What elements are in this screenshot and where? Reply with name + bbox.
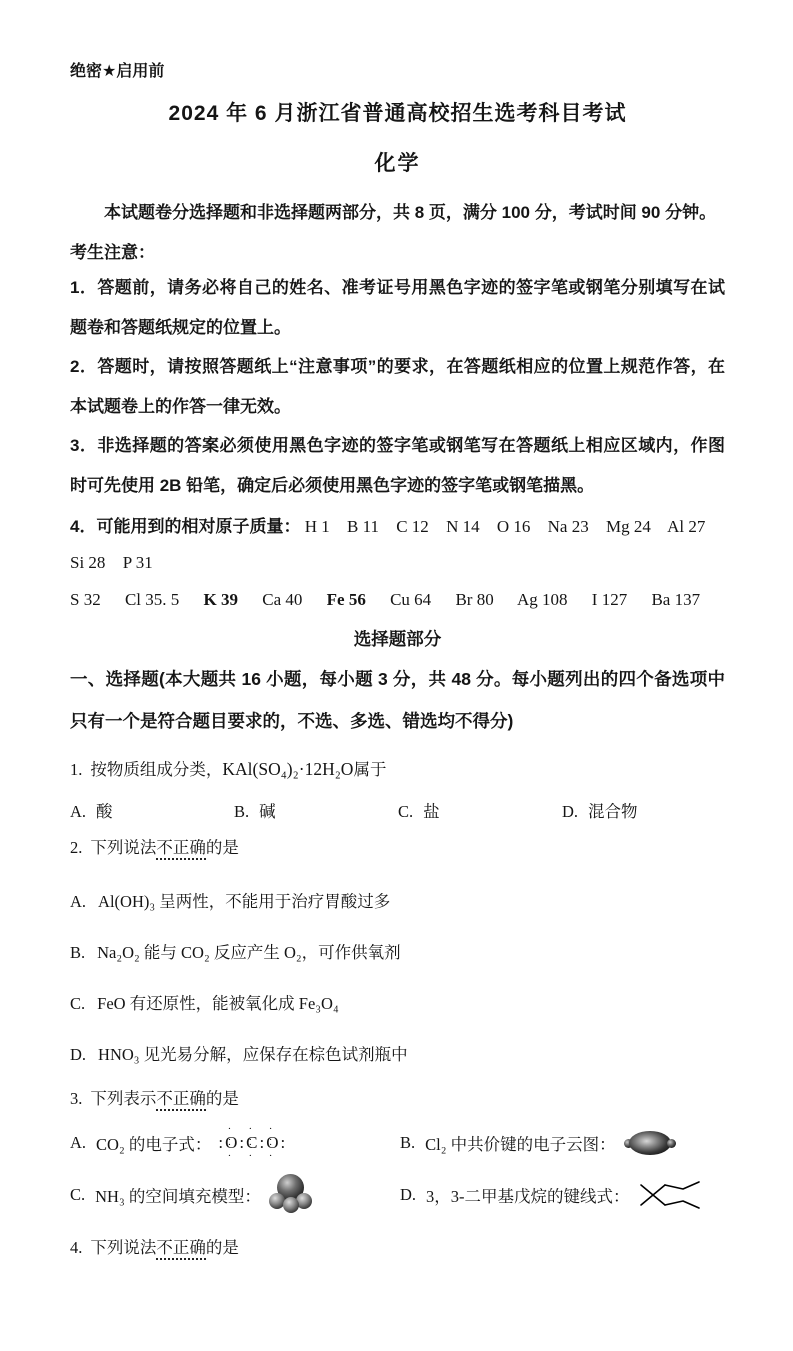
stem-text: 的是 bbox=[205, 1237, 239, 1257]
notice-1: 1．答题前，请务必将自己的姓名、准考证号用黑色字迹的签字笔或钢笔分别填写在试题卷和答题纸规定的位置上。 bbox=[70, 278, 725, 337]
atomic-mass-token: Cl 35. 5 bbox=[124, 590, 180, 610]
question-number: 2. bbox=[70, 838, 83, 858]
option-b bbox=[70, 939, 725, 963]
classified-banner: 绝密★启用前 bbox=[70, 63, 165, 80]
chemical-formula: KAl(SO₄)₂·12H₂O bbox=[222, 758, 354, 779]
option-c bbox=[70, 990, 725, 1014]
option-a bbox=[70, 1131, 400, 1155]
option-label: A. bbox=[70, 802, 87, 822]
option-d bbox=[400, 1177, 702, 1213]
question-2-stem bbox=[70, 836, 725, 861]
atomic-mass-token: P 31 bbox=[122, 552, 153, 572]
lewis-structure-graphic bbox=[217, 1133, 286, 1153]
option-label: D. bbox=[70, 1045, 87, 1065]
electron-cloud-graphic bbox=[624, 1130, 676, 1156]
option-c bbox=[70, 1174, 400, 1216]
option-d bbox=[562, 798, 638, 822]
atomic-mass-token: Mg 24 bbox=[605, 517, 651, 537]
stem-text: 下列说法 bbox=[90, 838, 157, 858]
atomic-mass-token: Br 80 bbox=[455, 590, 494, 610]
atomic-mass-token: Ag 108 bbox=[517, 590, 568, 610]
exam-intro: 本试题卷分选择题和非选择题两部分，共 8 页，满分 100 分，考试时间 90 分钟。 bbox=[104, 203, 717, 222]
question-number: 1. bbox=[70, 759, 83, 779]
atomic-mass-token: Na 23 bbox=[547, 517, 589, 537]
atomic-mass-token: Ba 137 bbox=[651, 590, 701, 610]
atomic-mass-token: I 127 bbox=[591, 590, 628, 610]
electron-cloud-ellipse bbox=[629, 1131, 671, 1155]
atomic-mass-token: Fe 56 bbox=[326, 590, 366, 610]
lewis-atom: · · O · · bbox=[265, 1133, 279, 1153]
hydrogen-sphere bbox=[283, 1197, 299, 1213]
question-1-stem bbox=[70, 756, 725, 783]
lewis-colon: : bbox=[280, 1132, 286, 1152]
option-label: D. bbox=[562, 802, 579, 822]
option-label: C. bbox=[70, 1184, 86, 1204]
option-b bbox=[234, 798, 398, 822]
notice-heading: 考生注意： bbox=[70, 242, 155, 262]
option-text: 混合物 bbox=[588, 802, 638, 822]
bottom-whitespace bbox=[70, 1261, 725, 1351]
atomic-mass-token: C 12 bbox=[396, 517, 429, 537]
option-label: C. bbox=[398, 802, 414, 822]
lewis-colon: : bbox=[218, 1132, 224, 1152]
question-3-stem bbox=[70, 1087, 725, 1112]
option-text: HNO₃ 见光易分解，应保存在棕色试剂瓶中 bbox=[98, 1045, 408, 1065]
option-label: B. bbox=[234, 802, 250, 822]
option-text: 盐 bbox=[423, 802, 440, 822]
question-1-options bbox=[70, 798, 725, 822]
option-text: 酸 bbox=[96, 802, 113, 822]
stem-text: 按物质组成分类， bbox=[90, 759, 223, 779]
lewis-colon: : bbox=[239, 1132, 245, 1152]
option-label: A. bbox=[70, 892, 87, 912]
section-one-instructions: 一、选择题(本大题共 16 小题，每小题 3 分，共 48 分。每小题列出的四个备选项中只有一个是符合题目要求的，不选、多选、错选均不得分) bbox=[70, 668, 725, 731]
option-text: Cl₂ 中共价键的电子云图： bbox=[425, 1134, 616, 1154]
stem-text: 下列表示 bbox=[90, 1089, 157, 1109]
notice-3: 3．非选择题的答案必须使用黑色字迹的签字笔或钢笔写在答题纸上相应区域内，作图时可先使用 2B 铅笔，确定后必须使用黑色字迹的签字笔或钢笔描黑。 bbox=[70, 436, 725, 495]
question-3-options-ab bbox=[70, 1130, 725, 1156]
option-text: NH₃ 的空间填充模型： bbox=[95, 1186, 261, 1206]
lewis-atom: · · C · · bbox=[245, 1133, 258, 1153]
question-3-options-cd bbox=[70, 1174, 725, 1216]
option-label: B. bbox=[70, 943, 86, 963]
exam-subject: 化学 bbox=[374, 152, 421, 175]
option-text: Na₂O₂ 能与 CO₂ 反应产生 O₂，可作供氧剂 bbox=[97, 943, 401, 963]
space-filling-model-graphic bbox=[269, 1174, 313, 1216]
stem-text: 的是 bbox=[205, 838, 239, 858]
option-label: A. bbox=[70, 1132, 87, 1152]
atomic-mass-token: K 39 bbox=[203, 590, 239, 610]
question-4-stem bbox=[70, 1236, 725, 1261]
atomic-mass-token: S 32 bbox=[70, 590, 101, 610]
atomic-mass-token: O 16 bbox=[496, 517, 531, 537]
option-b bbox=[400, 1130, 676, 1156]
emphasized-text: 不正确 bbox=[156, 838, 206, 860]
option-text: Al(OH)₃ 呈两性，不能用于治疗胃酸过多 bbox=[98, 892, 391, 912]
atomic-mass-line-2 bbox=[70, 582, 725, 618]
lewis-atom: · · O · · bbox=[224, 1133, 238, 1153]
atomic-mass-token: N 14 bbox=[446, 517, 480, 537]
option-text: FeO 有还原性，能被氧化成 Fe₃O₄ bbox=[97, 994, 339, 1014]
section-part-heading: 选择题部分 bbox=[353, 629, 442, 650]
notice-2: 2．答题时，请按照答题纸上“注意事项”的要求，在答题纸相应的位置上规范作答，在本试题卷上的作答一律无效。 bbox=[70, 357, 725, 416]
question-number: 4. bbox=[70, 1237, 83, 1257]
atomic-mass-token: Cu 64 bbox=[390, 590, 432, 610]
option-d bbox=[70, 1041, 725, 1065]
bond-line-formula-graphic bbox=[638, 1177, 702, 1213]
atomic-mass-token: H 1 bbox=[304, 517, 330, 537]
emphasized-text: 不正确 bbox=[156, 1089, 206, 1111]
option-text: CO₂ 的电子式： bbox=[96, 1134, 212, 1154]
stem-text: 下列说法 bbox=[90, 1237, 157, 1257]
option-c bbox=[398, 798, 562, 822]
emphasized-text: 不正确 bbox=[156, 1238, 206, 1260]
question-number: 3. bbox=[70, 1089, 83, 1109]
option-text: 碱 bbox=[259, 802, 276, 822]
atomic-mass-line-1 bbox=[70, 509, 725, 580]
atomic-mass-label: 4．可能用到的相对原子质量： bbox=[70, 517, 301, 537]
atomic-mass-token: Al 27 bbox=[667, 517, 706, 537]
atomic-mass-token: B 11 bbox=[347, 517, 379, 537]
option-a bbox=[70, 798, 234, 822]
option-a bbox=[70, 888, 725, 912]
option-label: B. bbox=[400, 1132, 416, 1152]
atomic-mass-token: Si 28 bbox=[70, 552, 106, 572]
stem-text: 的是 bbox=[205, 1089, 239, 1109]
option-label: D. bbox=[400, 1184, 417, 1204]
exam-title: 2024 年 6 月浙江省普通高校招生选考科目考试 bbox=[168, 102, 627, 125]
lewis-colon: : bbox=[259, 1132, 265, 1152]
atomic-mass-token: Ca 40 bbox=[262, 590, 303, 610]
option-text: 3，3-二甲基戊烷的键线式： bbox=[426, 1186, 630, 1206]
stem-text: 属于 bbox=[353, 759, 387, 779]
option-label: C. bbox=[70, 994, 86, 1014]
